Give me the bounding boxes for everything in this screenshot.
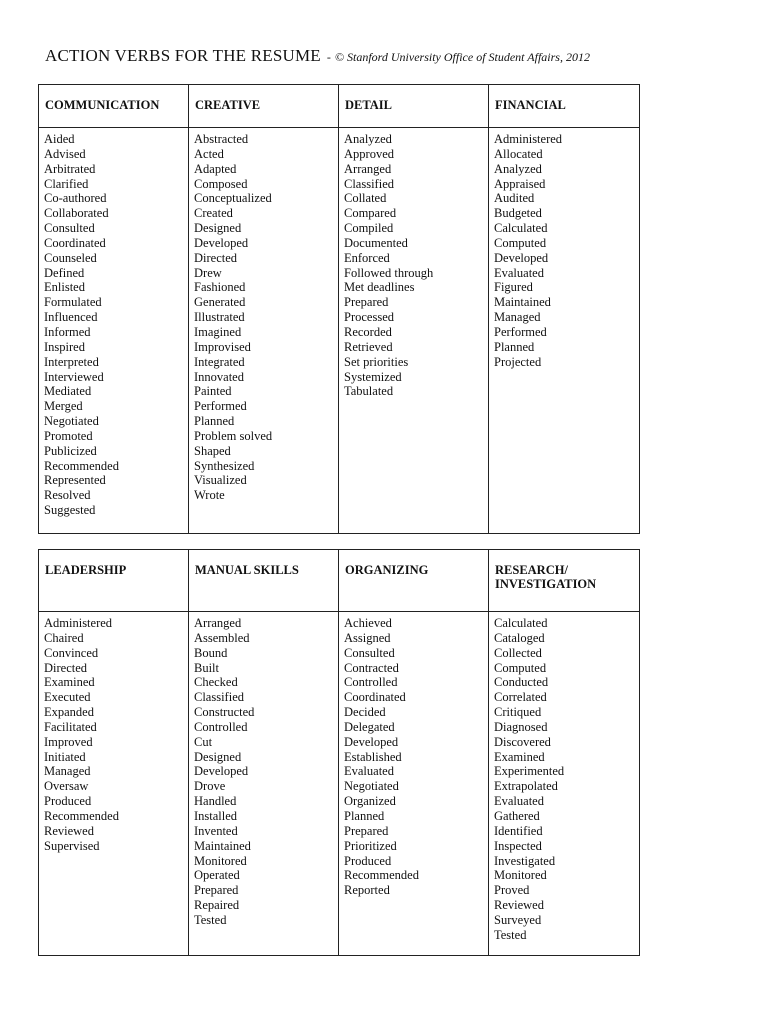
verb-item: Documented	[344, 235, 408, 250]
verb-item: Assembled	[194, 630, 250, 645]
verb-item: Generated	[194, 295, 246, 310]
verb-item: Interviewed	[44, 369, 104, 384]
verb-item: Negotiated	[344, 779, 399, 794]
verb-item: Wrote	[194, 488, 225, 503]
verb-item: Consulted	[344, 645, 395, 660]
verb-item: Collaborated	[44, 206, 109, 221]
verb-item: Consulted	[44, 221, 95, 236]
verb-item: Calculated	[494, 616, 548, 630]
verb-item: Developed	[194, 235, 249, 250]
verb-item: Produced	[44, 794, 92, 809]
column-heading-detail: DETAIL	[339, 85, 489, 128]
verb-item: Decided	[344, 705, 386, 720]
verb-item: Cut	[194, 734, 213, 749]
verb-item: Reviewed	[494, 898, 544, 913]
verb-item: Resolved	[44, 488, 91, 503]
verb-item: Synthesized	[194, 458, 255, 473]
verb-item: Improvised	[194, 339, 251, 354]
verb-item: Controlled	[344, 675, 398, 690]
verb-item: Analyzed	[344, 132, 392, 146]
verb-item: Reported	[344, 883, 390, 898]
verb-item: Calculated	[494, 221, 548, 236]
verb-item: Supervised	[44, 838, 100, 853]
verb-item: Promoted	[44, 428, 93, 443]
verb-item: Created	[194, 206, 233, 221]
verb-item: Adapted	[194, 161, 237, 176]
verb-item: Managed	[44, 764, 91, 779]
verb-item: Co-authored	[44, 191, 107, 206]
verb-item: Constructed	[194, 705, 255, 720]
verb-item: Recommended	[44, 808, 119, 823]
column-heading-research-investigation	[489, 550, 640, 612]
verb-item: Evaluated	[494, 265, 544, 280]
verb-item: Discovered	[494, 734, 551, 749]
verb-list-financial	[489, 128, 640, 534]
verb-item: Met deadlines	[344, 280, 415, 295]
verb-item: Coordinated	[344, 690, 406, 705]
title-dash: -	[326, 50, 331, 64]
verb-item: Followed through	[344, 265, 434, 280]
verb-item: Chaired	[44, 630, 84, 645]
title-credit: © Stanford University Office of Student Affairs, 2012	[334, 50, 590, 64]
verb-item: Convinced	[44, 645, 99, 660]
verb-item: Integrated	[194, 354, 245, 369]
verb-item: Prioritized	[344, 838, 397, 853]
verb-item: Compiled	[344, 221, 394, 236]
verb-item: Arranged	[344, 161, 392, 176]
verb-item: Correlated	[494, 690, 547, 705]
verb-item: Performed	[494, 324, 547, 339]
verb-item: Conceptualized	[194, 191, 272, 206]
verb-item: Negotiated	[44, 414, 99, 429]
verb-item: Interpreted	[44, 354, 99, 369]
verb-item: Budgeted	[494, 206, 542, 221]
verb-item: Appraised	[494, 176, 546, 191]
verb-item: Operated	[194, 868, 240, 883]
verb-item: Allocated	[494, 146, 543, 161]
verb-item: Retrieved	[344, 339, 393, 354]
verb-item: Developed	[494, 250, 549, 265]
verb-item: Enlisted	[44, 280, 85, 295]
verb-item: Administered	[44, 616, 113, 630]
verb-list-research-investigation	[489, 612, 640, 956]
verb-list-organizing	[339, 612, 489, 956]
verb-item: Oversaw	[44, 779, 89, 794]
verb-item: Coordinated	[44, 235, 106, 250]
column-heading-creative: CREATIVE	[189, 85, 339, 128]
verb-item: Planned	[494, 339, 535, 354]
verb-item: Shaped	[194, 443, 231, 458]
verb-item: Achieved	[344, 616, 392, 630]
verb-item: Set priorities	[344, 354, 409, 369]
verb-item: Enforced	[344, 250, 390, 265]
verb-item: Analyzed	[494, 161, 542, 176]
verb-item: Tabulated	[344, 384, 394, 399]
verb-item: Delegated	[344, 719, 395, 734]
verb-item: Managed	[494, 310, 541, 325]
verb-item: Developed	[194, 764, 249, 779]
verb-item: Processed	[344, 310, 394, 325]
verb-item: Illustrated	[194, 310, 245, 325]
verb-item: Executed	[44, 690, 91, 705]
verb-item: Critiqued	[494, 705, 542, 720]
verb-item: Collated	[344, 191, 387, 206]
verb-item: Recommended	[44, 458, 119, 473]
verb-item: Extrapolated	[494, 779, 558, 794]
column-heading-leadership: LEADERSHIP	[39, 550, 189, 612]
verb-item: Computed	[494, 235, 547, 250]
verb-item: Reviewed	[44, 823, 94, 838]
verb-list-creative	[189, 128, 339, 534]
verb-item: Expanded	[44, 705, 94, 720]
verb-item: Publicized	[44, 443, 97, 458]
document-title	[45, 46, 590, 66]
table-header-row	[39, 85, 640, 128]
verb-item: Established	[344, 749, 402, 764]
verb-item: Painted	[194, 384, 232, 399]
verb-item: Bound	[194, 645, 228, 660]
verb-item: Compared	[344, 206, 397, 221]
verb-item: Prepared	[344, 295, 389, 310]
column-heading-organizing: ORGANIZING	[339, 550, 489, 612]
verb-item: Acted	[194, 146, 224, 161]
verb-item: Aided	[44, 132, 75, 146]
verb-item: Classified	[344, 176, 394, 191]
verb-item: Clarified	[44, 176, 89, 191]
verb-item: Monitored	[194, 853, 247, 868]
heading-line-1: RESEARCH/	[495, 563, 568, 577]
verb-item: Counseled	[44, 250, 97, 265]
verb-item: Drove	[194, 779, 226, 794]
verb-item: Surveyed	[494, 912, 542, 927]
verb-item: Contracted	[344, 660, 399, 675]
verb-item: Experimented	[494, 764, 565, 779]
verb-item: Conducted	[494, 675, 549, 690]
verb-item: Mediated	[44, 384, 92, 399]
verb-item: Recorded	[344, 324, 392, 339]
column-heading-financial: FINANCIAL	[489, 85, 640, 128]
verb-item: Planned	[344, 808, 385, 823]
verb-item: Investigated	[494, 853, 556, 868]
verb-item: Directed	[44, 660, 88, 675]
verb-item: Checked	[194, 675, 238, 690]
verb-item: Facilitated	[44, 719, 97, 734]
title-text: ACTION VERBS FOR THE RESUME	[45, 46, 321, 65]
verbs-table-1	[38, 84, 640, 534]
verb-list-communication	[39, 128, 189, 534]
verb-list-detail	[339, 128, 489, 534]
verb-item: Systemized	[344, 369, 402, 384]
verb-item: Influenced	[44, 310, 98, 325]
verb-item: Projected	[494, 354, 542, 369]
verb-item: Defined	[44, 265, 85, 280]
verb-item: Merged	[44, 399, 83, 414]
verb-item: Organized	[344, 794, 396, 809]
verb-item: Directed	[194, 250, 238, 265]
verb-item: Maintained	[194, 838, 251, 853]
verb-item: Arbitrated	[44, 161, 96, 176]
verb-item: Designed	[194, 221, 242, 236]
verb-item: Built	[194, 660, 220, 675]
verb-item: Drew	[194, 265, 222, 280]
verb-item: Tested	[494, 927, 527, 942]
verb-item: Prepared	[344, 823, 389, 838]
verb-item: Tested	[194, 912, 227, 927]
verb-item: Installed	[194, 808, 238, 823]
verb-item: Planned	[194, 414, 235, 429]
verb-item: Examined	[494, 749, 545, 764]
verb-item: Initiated	[44, 749, 86, 764]
verb-item: Repaired	[194, 898, 240, 913]
verb-item: Abstracted	[194, 132, 249, 146]
verb-item: Suggested	[44, 503, 96, 518]
verb-item: Classified	[194, 690, 244, 705]
verb-item: Administered	[494, 132, 563, 146]
verb-item: Cataloged	[494, 630, 545, 645]
table-body-row	[39, 612, 640, 956]
verb-item: Recommended	[344, 868, 419, 883]
verb-item: Informed	[44, 324, 91, 339]
table-header-row	[39, 550, 640, 612]
verb-item: Evaluated	[344, 764, 394, 779]
verb-item: Prepared	[194, 883, 239, 898]
verb-item: Formulated	[44, 295, 102, 310]
verb-item: Audited	[494, 191, 535, 206]
verb-item: Fashioned	[194, 280, 246, 295]
verb-item: Represented	[44, 473, 106, 488]
verb-item: Handled	[194, 794, 237, 809]
verb-item: Innovated	[194, 369, 244, 384]
verb-item: Developed	[344, 734, 399, 749]
verb-item: Gathered	[494, 808, 540, 823]
verb-list-leadership	[39, 612, 189, 956]
verb-item: Designed	[194, 749, 242, 764]
verb-item: Visualized	[194, 473, 247, 488]
verb-item: Collected	[494, 645, 542, 660]
verb-item: Figured	[494, 280, 533, 295]
verb-item: Arranged	[194, 616, 242, 630]
verb-item: Evaluated	[494, 794, 544, 809]
table-body-row	[39, 128, 640, 534]
verb-item: Maintained	[494, 295, 551, 310]
column-heading-manual-skills: MANUAL SKILLS	[189, 550, 339, 612]
verb-item: Improved	[44, 734, 93, 749]
verb-item: Problem solved	[194, 428, 273, 443]
verb-item: Inspired	[44, 339, 85, 354]
column-heading-communication: COMMUNICATION	[39, 85, 189, 128]
verb-item: Invented	[194, 823, 238, 838]
verb-item: Proved	[494, 883, 530, 898]
verb-item: Performed	[194, 399, 247, 414]
verb-item: Inspected	[494, 838, 542, 853]
verb-item: Produced	[344, 853, 392, 868]
verb-item: Imagined	[194, 324, 242, 339]
verb-item: Advised	[44, 146, 86, 161]
heading-line-2: INVESTIGATION	[495, 577, 597, 591]
verbs-table-2	[38, 549, 640, 956]
verb-item: Diagnosed	[494, 719, 548, 734]
verb-item: Approved	[344, 146, 394, 161]
verb-item: Computed	[494, 660, 547, 675]
verb-item: Identified	[494, 823, 543, 838]
verb-item: Composed	[194, 176, 248, 191]
verb-item: Examined	[44, 675, 95, 690]
verb-item: Monitored	[494, 868, 547, 883]
verb-list-manual-skills	[189, 612, 339, 956]
verb-item: Assigned	[344, 630, 391, 645]
verb-item: Controlled	[194, 719, 248, 734]
